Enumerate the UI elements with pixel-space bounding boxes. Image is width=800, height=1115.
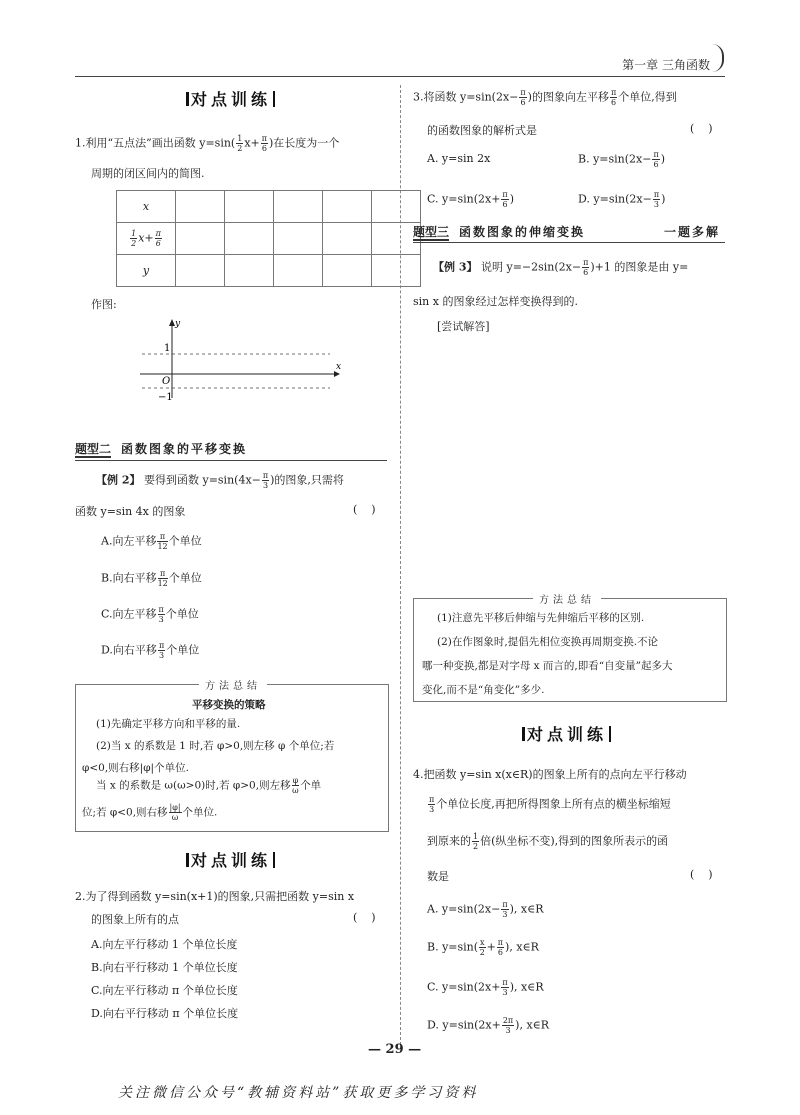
example-2-option-c: C.向左平移 $\frac{\pi}{3}$ 个单位: [101, 605, 199, 624]
question-2-option-b: B.向右平行移动 1 个单位长度: [91, 961, 238, 974]
question-3-line-1: 3.将函数 y=sin(2x− $\frac{\pi}{6}$ )的图象向左平移 $\frac{\pi}{6}$ 个单位,得到: [413, 88, 677, 107]
table-cell: [176, 255, 225, 287]
table-row: [117, 223, 421, 255]
method-line: (1)先确定平移方向和平移的量.: [96, 718, 241, 730]
question-3-line-2: 的函数图象的解析式是: [427, 124, 537, 137]
fraction-half: $\frac{1}{2}$: [237, 134, 243, 153]
question-4-line-1: 4.把函数 y=sin x(x∈R)的图象上所有的点向左平行移动: [413, 768, 687, 781]
question-4-option-a: A. y=sin(2x− $\frac{\pi}{3}$ ), x∈R: [427, 900, 544, 919]
method-line: 哪一种变换,都是对字母 x 而言的,即看“自变量”起多大: [422, 660, 673, 672]
question-4-option-d: D. y=sin(2x+ $\frac{2\pi}{3}$ ), x∈R: [427, 1016, 550, 1035]
method-line: (2)在作图象时,提倡先相位变换再周期变换.不论: [437, 636, 659, 648]
tick-label-1: 1: [164, 343, 171, 354]
page-number: — 29 —: [368, 1042, 422, 1057]
question-4-option-c: C. y=sin(2x+ $\frac{\pi}{3}$ ), x∈R: [427, 978, 544, 997]
training-banner-2: 对点训练: [186, 848, 275, 871]
method-heading: 平移变换的策略: [192, 699, 266, 711]
question-2-option-d: D.向右平行移动 π 个单位长度: [91, 1007, 239, 1020]
question-2-line-2: 的图象上所有的点: [91, 913, 179, 926]
fraction-pi-6: $\frac{\pi}{6}$: [261, 134, 267, 153]
table-cell: [274, 191, 323, 223]
question-4-line-4: 数是: [427, 870, 449, 883]
table-cell: [225, 255, 274, 287]
table-cell: [176, 223, 225, 255]
section-3-heading: 题型三 函数图象的伸缩变换: [413, 225, 586, 239]
question-2-option-c: C.向左平行移动 π 个单位长度: [91, 984, 238, 997]
table-row: [117, 191, 421, 223]
example-2-line-2: 函数 y=sin 4x 的图象: [75, 505, 186, 518]
table-cell: [274, 223, 323, 255]
example-2-option-a: A.向左平移 $\frac{\pi}{12}$ 个单位: [101, 532, 202, 551]
answer-blank: ( ): [690, 122, 713, 135]
table-cell: [372, 191, 421, 223]
method-line: 当 x 的系数是 ω(ω>0)时,若 φ>0,则左移 $\frac{\varphi}{\omega}$ 个单: [96, 776, 322, 795]
example-2-line-1: 【例 2】 要得到函数 y=sin(4x− $\frac{\pi}{3}$ )的图象,只需将: [96, 471, 344, 490]
chapter-bracket: [712, 44, 724, 72]
question-3-option-d: D. y=sin(2x− $\frac{\pi}{3}$ ): [578, 190, 666, 209]
y-axis-label: y: [175, 319, 181, 329]
table-cell: x: [117, 191, 176, 223]
five-point-table: [116, 190, 421, 287]
chapter-title: 第一章 三角函数: [622, 58, 710, 72]
footer-note: 关注微信公众号“教辅资料站”获取更多学习资料: [118, 1085, 479, 1101]
table-cell: [225, 223, 274, 255]
question-3-option-a: A. y=sin 2x: [427, 152, 491, 165]
answer-blank: ( ): [353, 503, 376, 516]
x-axis-label: x: [336, 362, 342, 372]
table-cell: [274, 255, 323, 287]
question-2-option-a: A.向左平行移动 1 个单位长度: [91, 938, 238, 951]
section-3-extra: 一题多解: [664, 225, 721, 239]
question-3-option-c: C. y=sin(2x+ $\frac{\pi}{6}$ ): [427, 190, 514, 209]
training-banner-1: 对点训练: [186, 87, 275, 110]
example-2-option-b: B.向右平移 $\frac{\pi}{12}$ 个单位: [101, 569, 202, 588]
try-answer-label: [尝试解答]: [437, 320, 490, 333]
table-cell: [176, 191, 225, 223]
method-line: 变化,而不是“角变化”多少.: [422, 684, 545, 696]
drawing-label: 作图:: [91, 298, 117, 311]
table-cell: [225, 191, 274, 223]
training-banner-3: 对点训练: [522, 722, 611, 745]
question-4-line-3: 到原来的 $\frac{1}{2}$ 倍(纵坐标不变),得到的图象所表示的函: [427, 832, 669, 851]
coordinate-axes: [130, 312, 350, 404]
table-row: [117, 255, 421, 287]
question-4-option-b: B. y=sin( $\frac{x}{2}$ + $\frac{\pi}{6}$ ), x∈R: [427, 938, 539, 957]
section-3-rule: [413, 242, 725, 243]
table-cell: $\frac{1}{2}$ x+ $\frac{\pi}{6}$: [117, 223, 176, 255]
tick-label-neg1: −1: [158, 392, 173, 403]
method-line: (2)当 x 的系数是 1 时,若 φ>0,则左移 φ 个单位;若: [96, 740, 335, 752]
table-cell: [323, 191, 372, 223]
table-cell: [323, 223, 372, 255]
question-4-line-2: $\frac{\pi}{3}$ 个单位长度,再把所得图象上所有点的横坐标缩短: [429, 795, 671, 814]
method-line: 位;若 φ<0,则右移 $\frac{|\varphi|}{\omega}$ 个单位.: [82, 803, 218, 822]
question-1-line-2: 周期的闭区间内的简图.: [91, 167, 205, 180]
table-cell: [323, 255, 372, 287]
example-3-line-2: sin x 的图象经过怎样变换得到的.: [413, 295, 578, 308]
question-1-line-1: 1.利用“五点法”画出函数 y=sin( $\frac{1}{2}$ x+ $\frac{\pi}{6}$ )在长度为一个: [75, 134, 340, 153]
section-2-rule: [75, 460, 387, 461]
question-3-option-b: B. y=sin(2x− $\frac{\pi}{6}$ ): [578, 150, 666, 169]
section-2-heading: 题型二 函数图象的平移变换: [75, 442, 248, 456]
table-cell: [372, 255, 421, 287]
table-cell: y: [117, 255, 176, 287]
method-summary-title-1: 方法总结: [199, 677, 267, 692]
method-summary-title-2: 方法总结: [533, 591, 601, 606]
answer-blank: ( ): [690, 868, 713, 881]
method-line: (1)注意先平移后伸缩与先伸缩后平移的区别.: [437, 612, 645, 624]
header-rule: [75, 76, 725, 77]
answer-blank: ( ): [353, 911, 376, 924]
origin-label: O: [162, 376, 171, 387]
example-3-line-1: 【例 3】 说明 y=−2sin(2x− $\frac{\pi}{6}$ )+1 的图象是由 y=: [433, 258, 689, 277]
question-2-line-1: 2.为了得到函数 y=sin(x+1)的图象,只需把函数 y=sin x: [75, 890, 355, 903]
method-line: φ<0,则右移|φ|个单位.: [82, 762, 189, 774]
example-2-option-d: D.向右平移 $\frac{\pi}{3}$ 个单位: [101, 641, 200, 660]
